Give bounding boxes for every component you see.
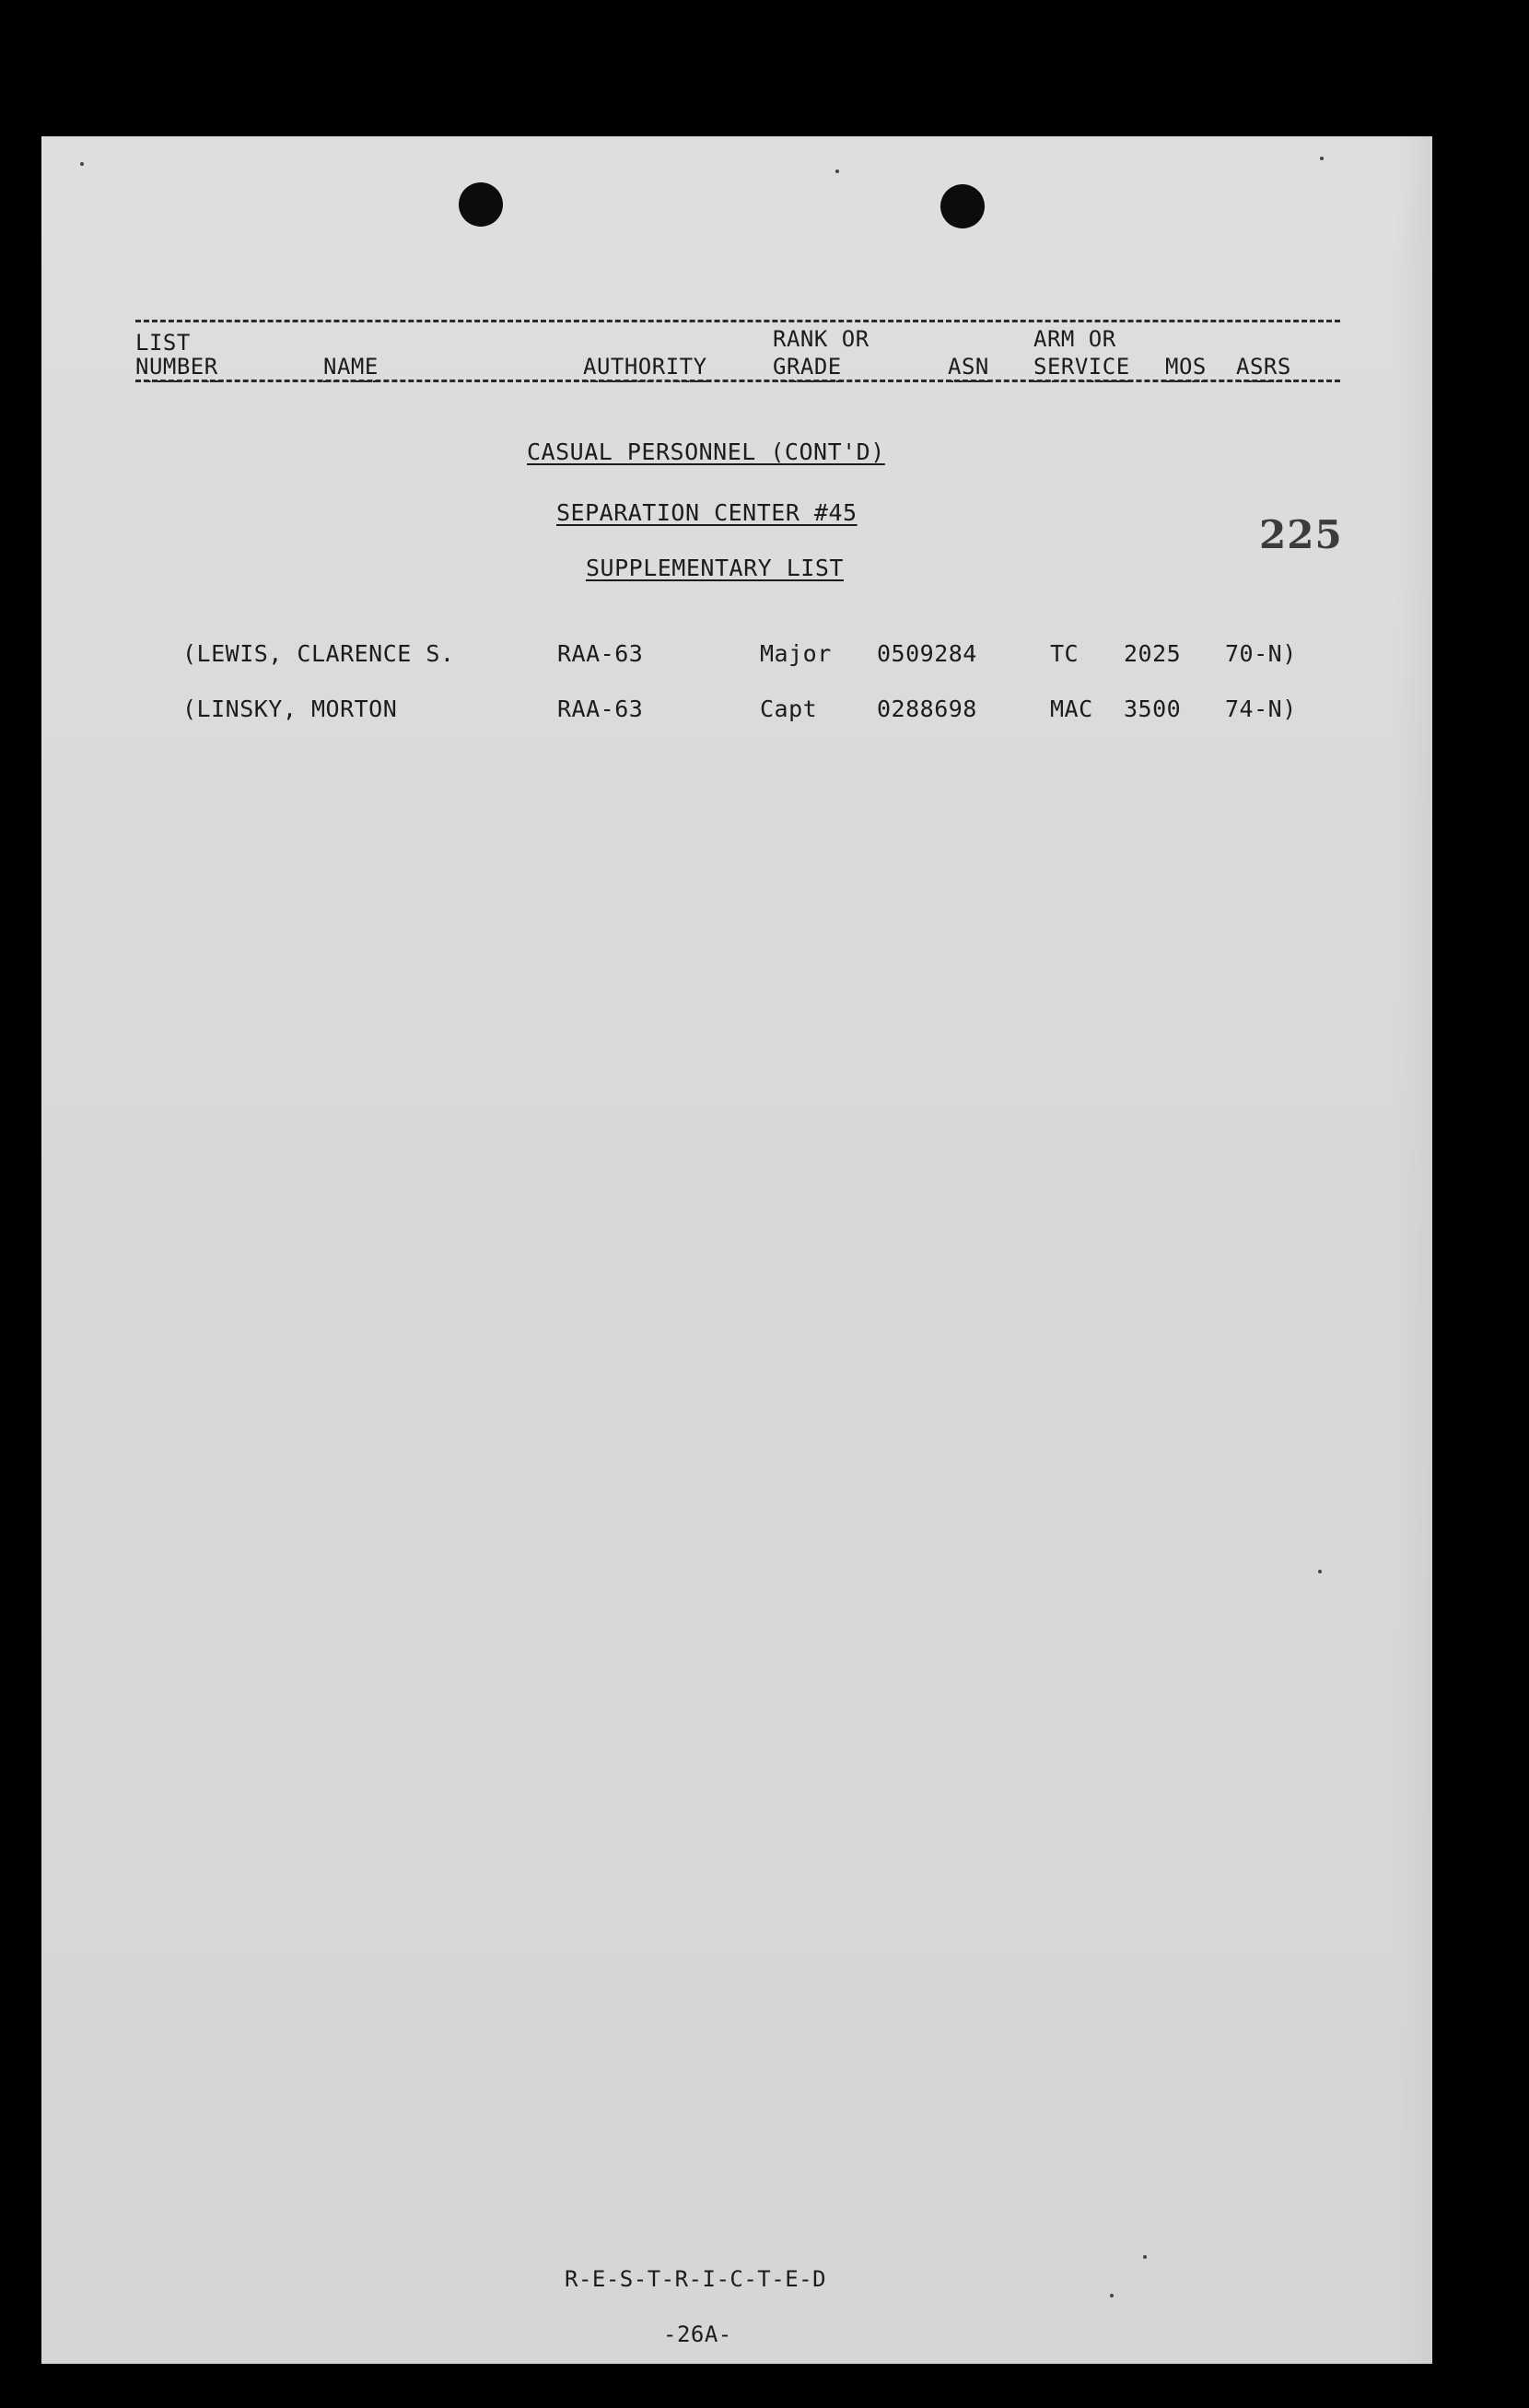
section-title: CASUAL PERSONNEL (CONT'D) bbox=[527, 438, 885, 465]
document-page bbox=[41, 136, 1432, 2364]
header-bottom-rule bbox=[135, 380, 1340, 382]
header-arm-line2: SERVICE bbox=[1033, 354, 1130, 380]
header-list-number-line2: NUMBER bbox=[135, 354, 218, 380]
header-asrs: ASRS bbox=[1236, 354, 1291, 380]
header-asn: ASN bbox=[948, 354, 989, 380]
header-top-rule bbox=[135, 320, 1340, 322]
scan-speck bbox=[835, 169, 839, 173]
row-asn: 0509284 bbox=[877, 640, 977, 667]
scan-speck bbox=[80, 162, 84, 166]
header-authority: AUTHORITY bbox=[583, 354, 707, 380]
row-arm: TC bbox=[1050, 640, 1080, 667]
punch-hole-left bbox=[459, 182, 503, 227]
row-asn: 0288698 bbox=[877, 696, 977, 722]
row-rank: Capt bbox=[760, 696, 818, 722]
scan-speck bbox=[1110, 2294, 1114, 2297]
scan-speck bbox=[1318, 1570, 1322, 1573]
header-mos: MOS bbox=[1165, 354, 1207, 380]
header-name: NAME bbox=[323, 354, 379, 380]
row-name: (LINSKY, MORTON bbox=[182, 696, 398, 722]
row-mos: 3500 bbox=[1124, 696, 1182, 722]
list-title: SUPPLEMENTARY LIST bbox=[586, 555, 844, 581]
row-rank: Major bbox=[760, 640, 832, 667]
row-mos: 2025 bbox=[1124, 640, 1182, 667]
scan-speck bbox=[1320, 157, 1324, 160]
row-authority: RAA-63 bbox=[557, 640, 644, 667]
center-title: SEPARATION CENTER #45 bbox=[556, 499, 858, 526]
row-asrs: 74-N) bbox=[1225, 696, 1297, 722]
row-authority: RAA-63 bbox=[557, 696, 644, 722]
scan-speck bbox=[1143, 2255, 1147, 2259]
header-rank-line1: RANK OR bbox=[773, 326, 870, 352]
punch-hole-right bbox=[940, 184, 985, 228]
page-stamp-number: 225 bbox=[1259, 512, 1343, 557]
classification-marking: R-E-S-T-R-I-C-T-E-D bbox=[565, 2266, 827, 2292]
header-rank-line2: GRADE bbox=[773, 354, 842, 380]
row-asrs: 70-N) bbox=[1225, 640, 1297, 667]
page-number: -26A- bbox=[663, 2321, 732, 2347]
row-arm: MAC bbox=[1050, 696, 1093, 722]
row-name: (LEWIS, CLARENCE S. bbox=[182, 640, 455, 667]
header-arm-line1: ARM OR bbox=[1033, 326, 1116, 352]
header-list-number-line1: LIST bbox=[135, 330, 191, 356]
